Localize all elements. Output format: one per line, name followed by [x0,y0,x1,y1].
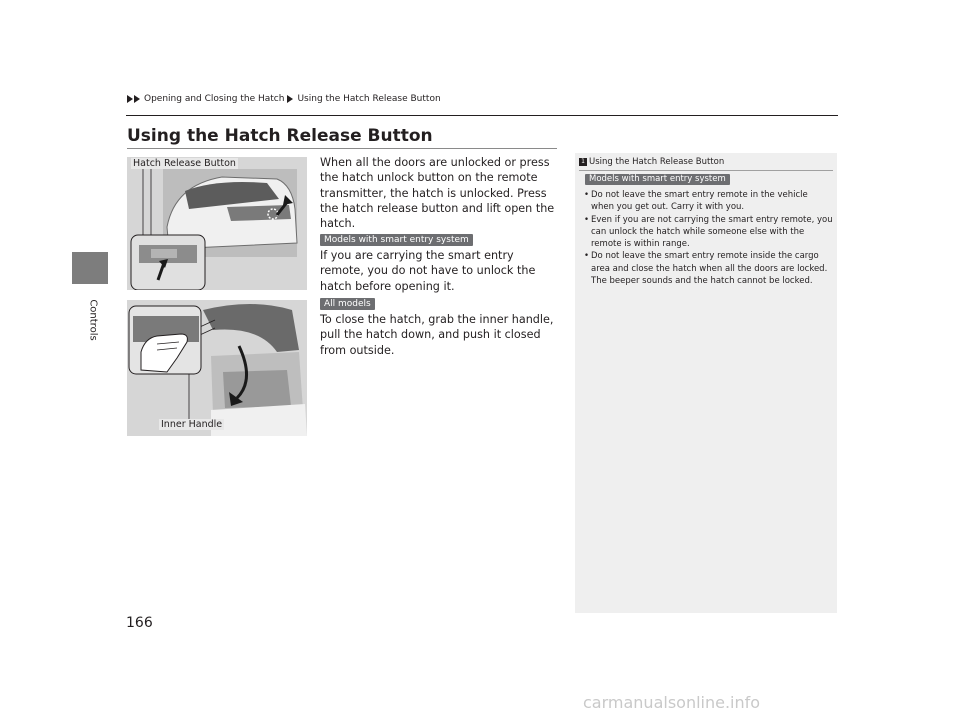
side-note-bullet: • Even if you are not carrying the smart entry remote, you can unlock the hatch while someone else with the remote is within range. [585,214,833,251]
page-title: Using the Hatch Release Button [127,126,433,146]
side-note-bullet: • Do not leave the smart entry remote inside the cargo area and close the hatch when all the doors are locked. The beeper sounds and the hatch cannot be locked. [585,250,833,287]
breadcrumb-arrow-icon [287,95,293,103]
side-tab-marker [72,252,108,284]
side-note-header [579,157,833,167]
header-divider [126,115,838,116]
title-divider [127,148,557,149]
badge-models-smart-entry: Models with smart entry system [320,234,473,246]
side-note-bullet: • Do not leave the smart entry remote in the vehicle when you get out. Carry it with you. [585,189,833,214]
side-tab-label: Controls [87,299,99,341]
inner-handle-illustration [127,300,307,436]
note-reference-icon: 1 [579,158,587,166]
side-note-panel [575,153,837,613]
side-note-title: Using the Hatch Release Button [589,157,725,167]
body-paragraph-unlock: When all the doors are unlocked or press the hatch unlock button on the remote transmitter, the hatch is unlocked. Press the hatch release button and lift open the hatch. [320,156,555,231]
breadcrumb-item-opening-closing-hatch[interactable]: Opening and Closing the Hatch [144,94,285,104]
body-paragraph-close-hatch: To close the hatch, grab the inner handle, pull the hatch down, and push it closed from outside. [320,313,554,357]
breadcrumb-arrow-icon [134,95,140,103]
breadcrumb [127,94,441,104]
breadcrumb-arrow-icon [127,95,133,103]
side-note-list [585,189,833,287]
figure-label-hatch-release-button: Hatch Release Button [133,158,236,169]
badge-all-models: All models [320,298,375,310]
breadcrumb-item-hatch-release-button[interactable]: Using the Hatch Release Button [297,94,441,104]
side-note-badge-smart-entry: Models with smart entry system [585,174,730,185]
figure-label-inner-handle: Inner Handle [161,419,223,430]
watermark-text: carmanualsonline.info [583,693,761,712]
body-paragraph-smart-entry: If you are carrying the smart entry remote, you do not have to unlock the hatch before opening it. [320,249,536,293]
page-number: 166 [126,615,153,631]
hatch-release-illustration [127,157,307,290]
side-note-divider [579,170,833,171]
